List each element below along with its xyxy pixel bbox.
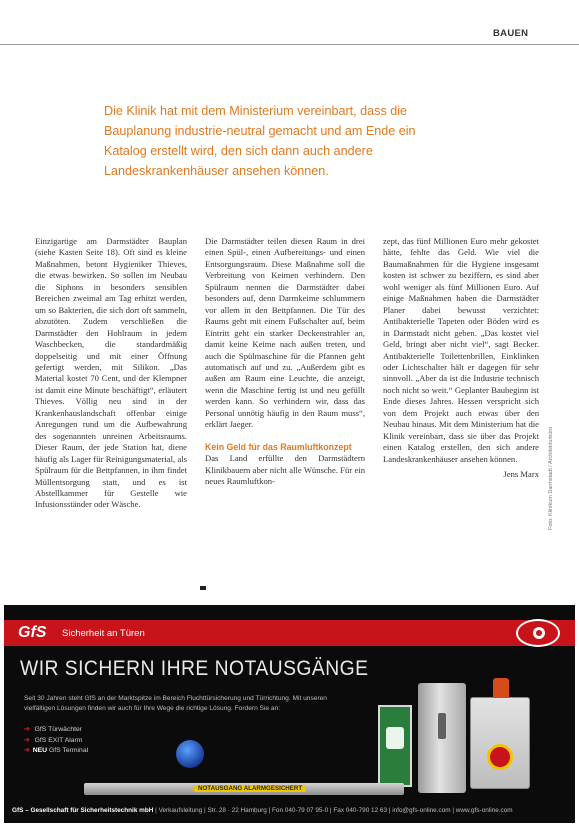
list-item: ➔ GfS Türwächter <box>24 726 83 733</box>
arrow-icon: ➔ <box>24 726 30 733</box>
ad-slogan: Sicherheit an Türen <box>62 628 145 639</box>
subheading: Kein Geld für das Raumluftkonzept <box>205 441 352 452</box>
article-text: Die Darmstädter teilen diesen Raum in drei einen Spül-, einen Aufbereitungs- und einen Entsorgungsraum. Diese Maßnahme soll die Verbreitung von Keimen verhindern. Den Spülraum nennen die Darmstädter dabei besonders auf, denn Darmkeime schlummern vor allem in den Bettpfannen. Die Tür des Raums geht mit einem Fußschalter auf, beim Eintritt geht ein starker Deckenstrahler an, damit keine Keime nach außen treten, und auch die Spülmaschine für die Pfannen geht automatisch auf und zu. „Außerdem gibt es außen am Raum eine Leuchte, die anzeigt, wenn die Maschine fertig ist und neu gefüllt werden kann. So verhindern wir, dass das Personal unnötig häufig in den Raum muss“, erklärt Jaeger. <box>205 236 365 430</box>
list-item: ➔ NEU GfS Terminal <box>24 747 89 754</box>
end-mark <box>200 586 206 590</box>
ad-footer <box>12 807 567 814</box>
ad-product-list <box>24 725 88 757</box>
push-bar-label: NOTAUSGANG ALARMGESICHERT <box>194 785 306 792</box>
eye-icon <box>516 619 560 647</box>
list-item: ➔ GfS EXIT Alarm <box>24 736 83 744</box>
ad-logo: GfS <box>18 624 47 641</box>
alarm-box-image <box>470 697 530 789</box>
ad-footer-contact: | Verkaufsleitung | Str. 28 · 22 Hamburg | Fon 040-79 07 95-0 | Fax 040-790 12 63 | info@gfs-online.com | www.gfs-online.com <box>155 807 513 814</box>
arrow-icon: ➔ <box>24 736 30 744</box>
ad-body: Seit 30 Jahren steht GfS an der Marktspitze im Bereich Fluchttürsicherung und Türrichtung. Mit unseren vielfältigen Lösungen finden wir auch für Ihre Wege die richtige Lösung. Fordern Sie an: <box>24 695 327 712</box>
author-byline: Jens Marx <box>503 469 539 480</box>
header-rule <box>0 44 579 45</box>
globe-icon <box>176 740 204 768</box>
photo-credit: Foto: Klinikum Darmstadt / Architekturbüro <box>548 426 554 530</box>
ad-headline: WIR SICHERN IHRE NOTAUSGÄNGE <box>20 657 369 680</box>
arrow-icon: ➔ <box>24 747 30 754</box>
article-column-2 <box>205 236 365 488</box>
ad-footer-brand: GfS – Gesellschaft für Sicherheitstechnik mbH <box>12 807 154 814</box>
exit-sign-icon <box>378 705 412 787</box>
article-text: Einzigartige am Darmstädter Bauplan (siehe Kasten Seite 18). Oft sind es kleine Maßnahmen, betont Hygieniker Thieves, die etwas bewirken. So sollen im Neubau die Siphons in besonders sensiblen Bereichen zweimal am Tag erhitzt werden, um so Bakterien, die sich dort oft sammeln, abzutöten. Zudem verschließen die Darmstädter den Hohlraum in jedem Waschbecken, die standardmäßig doppelseitig und mit einer Öffnung gefertigt werden, mit Silikon. „Das Material kostet 70 Cent, und der Klempner ist damit eine Minute beschäftigt“, erläutert Thieves. Völlig neu sind in der Krankenhauslandschaft offenbar einige Anregungen rund um die Aufbewahrung des sogenannten unreinen Arbeitsraums. Dieser Raum, der jede Station hat, diene häufig als Lager für Reinigungsmaterial, als Spülraum für die Bettpfannen, in ihm findet Müllentsorgung statt, und es ist Abstellkammer für Gestelle wie Infusionsständer oder Wäsche. <box>35 236 187 510</box>
article-column-3 <box>383 236 539 481</box>
article-text: Das Land erfüllte den Darmstädtern Klinikbauern aber nicht alle Wünsche. Für ein neues Raumluftkon- <box>205 453 365 487</box>
section-tag: BAUEN <box>493 28 529 39</box>
pull-quote: Die Klinik hat mit dem Ministerium vereinbart, dass die Bauplanung industrie-neutral gemacht und am Ende ein Katalog erstellt wird, den sich dann auch andere Landeskrankenhäuser ansehen können. <box>104 104 416 178</box>
door-terminal-image <box>418 683 466 793</box>
article-column-1 <box>35 236 187 511</box>
article-text: zept, das fünf Millionen Euro mehr gekostet hätte, fehlte das Geld. Wie viel die Baumaßnahmen für die Hygiene insgesamt kosten ist schwer zu beziffern, es sind aber wohl weniger als fünf Millionen Euro. Auf einige Maßnahmen haben die Darmstädter Planer dabei bewusst verzichtet: Antibakterielle Tapeten oder Böden wird es in Darmstadt nicht geben. „Das kostet viel Geld, bringt aber nicht viel“, sagt Becker. Antibakterielle Toilettenbrillen, Einklinken oder Lichtschalter hält er dagegen für sehr sinnvoll. „Aber da ist die Industrie technisch noch nicht so weit.“ Geplanter Baubeginn ist Ende dieses Jahres. Hessen verspricht sich von dem Projekt auch etwas über den Neubau hinaus. Mit dem Ministerium hat die Klinik vereinbart, dass sie über das Projekt einen Katalog erstellen, den sich andere Landeskrankenhäuser ansehen können. <box>383 236 539 464</box>
advertisement[interactable] <box>4 605 575 823</box>
